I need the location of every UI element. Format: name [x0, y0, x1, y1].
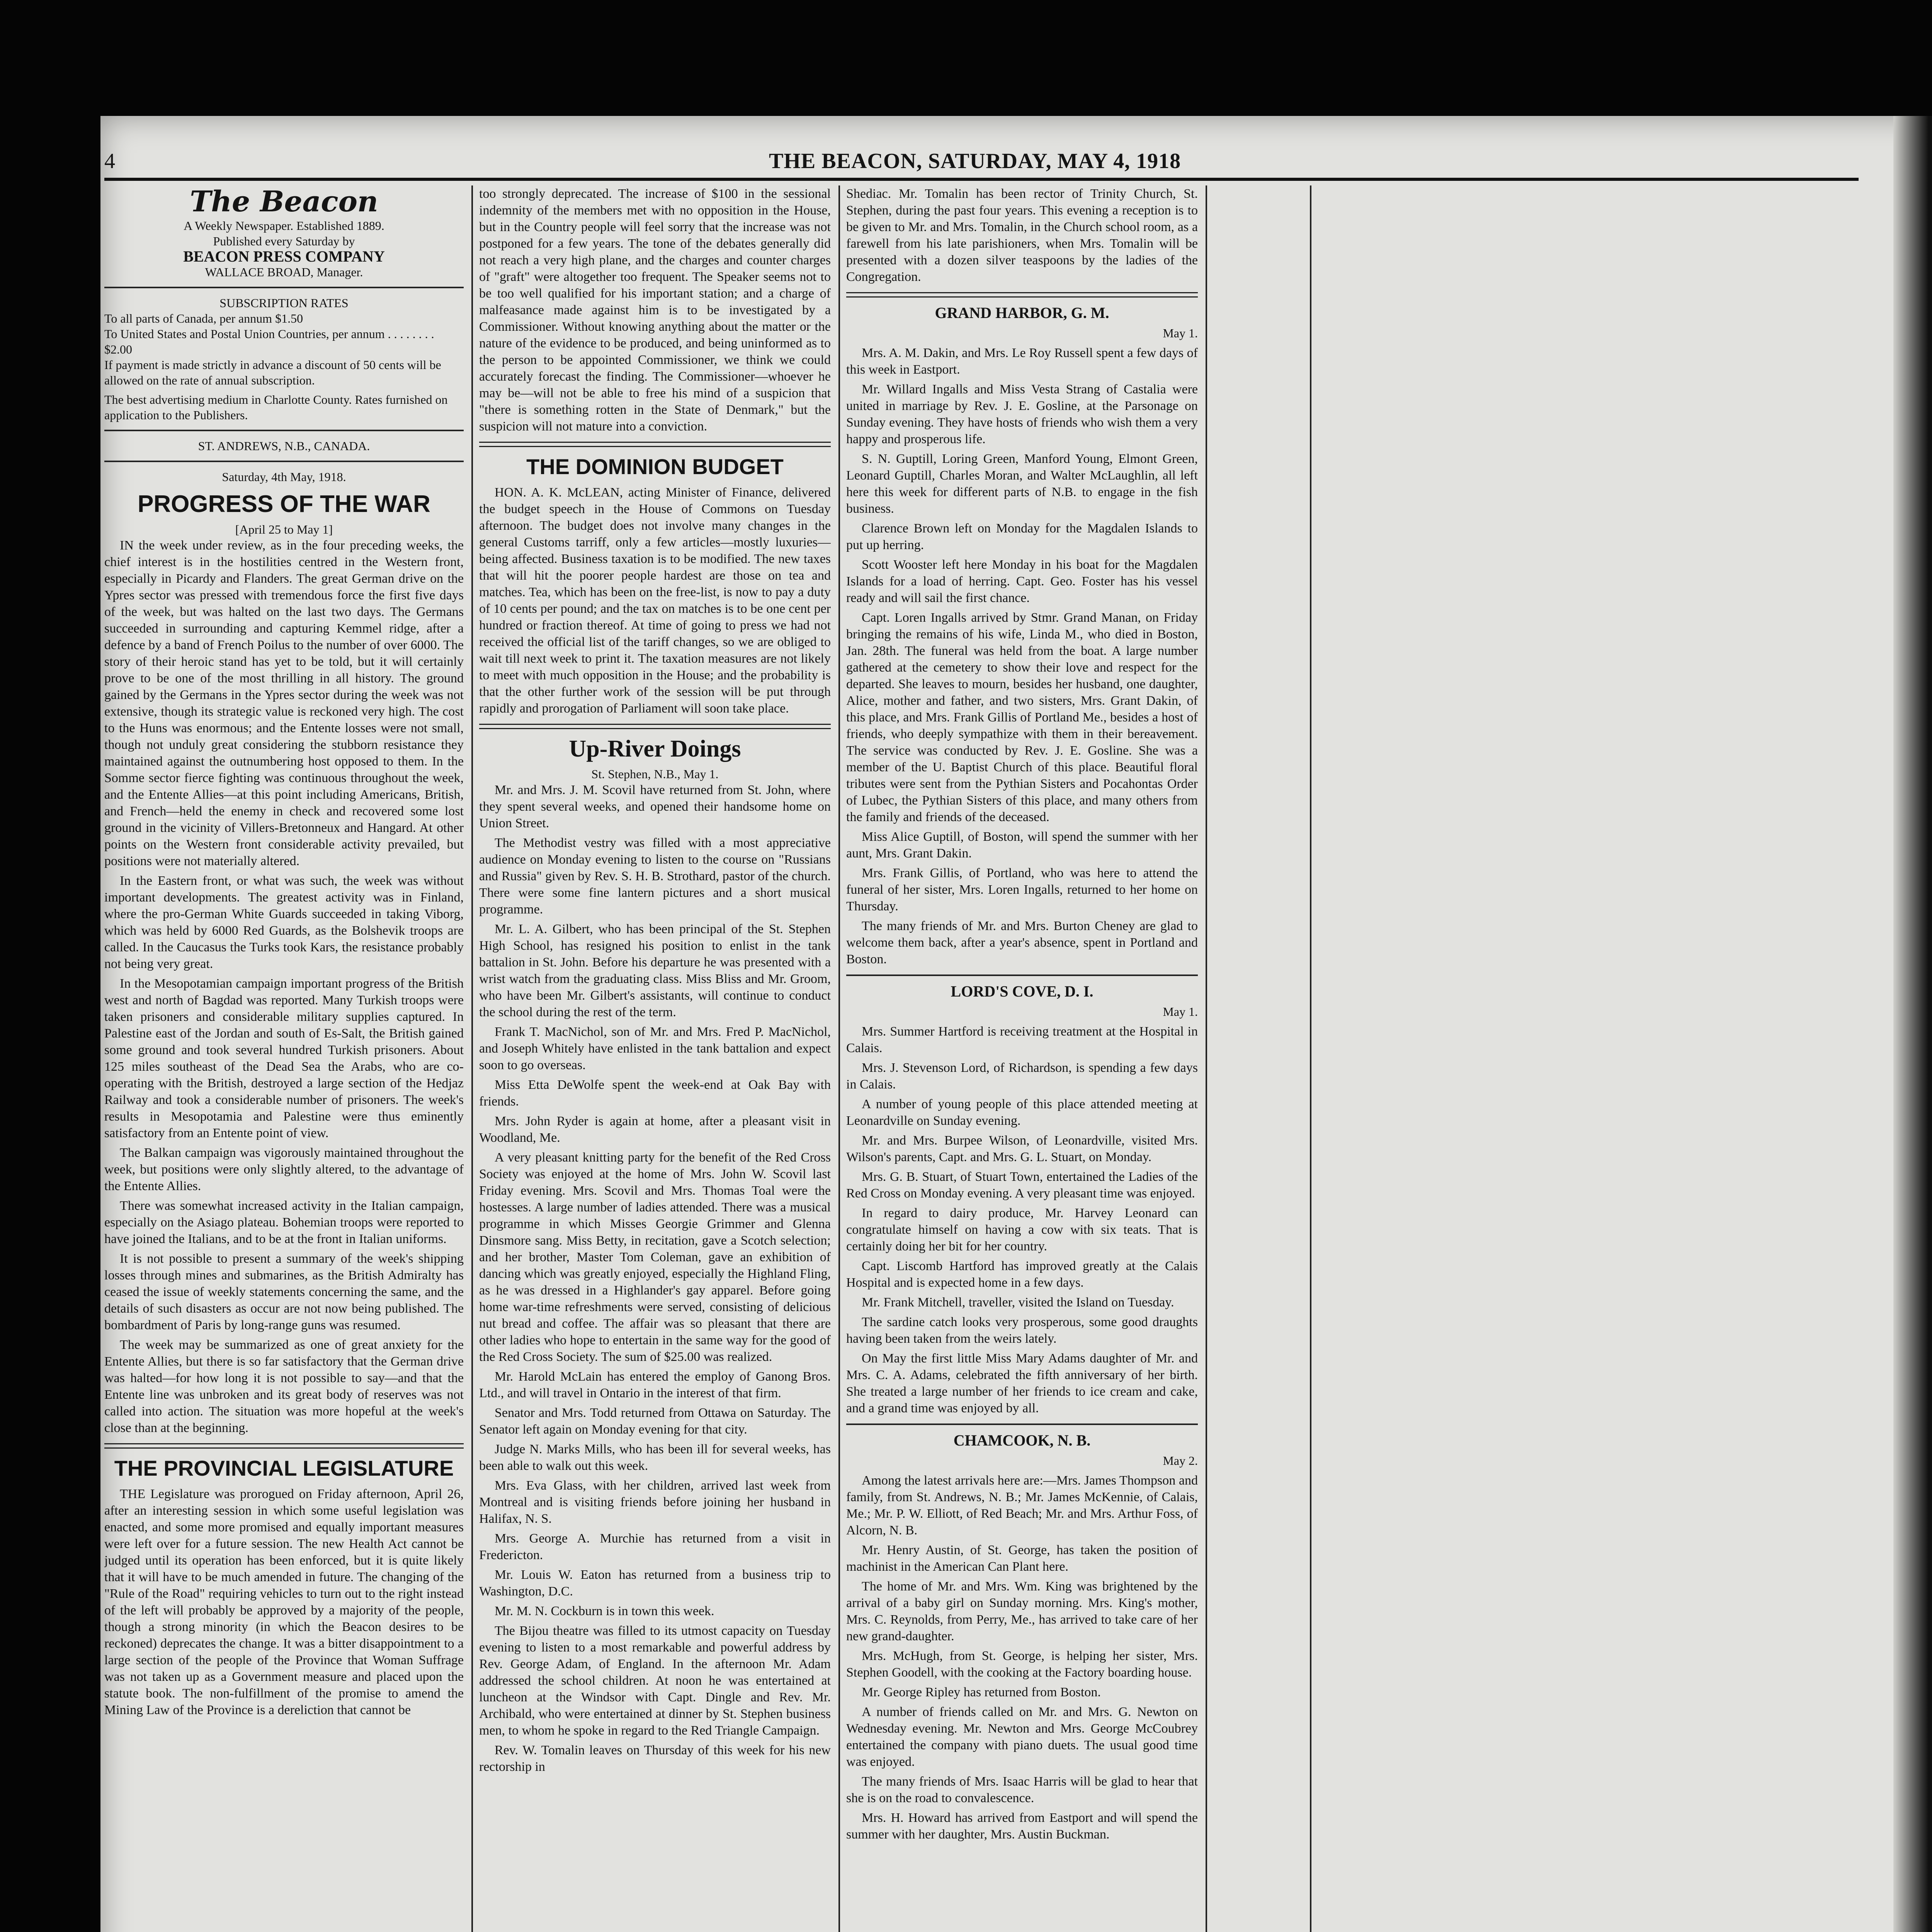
- article-paragraph: Mrs. John Ryder is again at home, after a pleasant visit in Woodland, Me.: [479, 1114, 831, 1145]
- article-paragraph: Mr. and Mrs. Burpee Wilson, of Leonardville, visited Mrs. Wilson's parents, Capt. and Mrs. G. L. Stuart, on Monday.: [846, 1133, 1198, 1164]
- article-paragraph: Capt. Liscomb Hartford has improved greatly at the Calais Hospital and is expected home in a few days.: [846, 1259, 1198, 1290]
- page-gutter-shadow: [1893, 116, 1932, 1932]
- place-line: ST. ANDREWS, N.B., CANADA.: [198, 439, 370, 453]
- article-paragraph: A number of young people of this place attended meeting at Leonardville on Sunday evening.: [846, 1097, 1198, 1128]
- article-paragraph: A number of friends called on Mr. and Mrs. G. Newton on Wednesday evening. Mr. Newton and Mrs. George McCoubrey entertained the company with piano duets. The usual good time was enjoyed.: [846, 1705, 1198, 1769]
- article-paragraph: On May the first little Miss Mary Adams daughter of Mr. and Mrs. C. A. Adams, celebrated the fifth anniversary of her birth. She treated a large number of her friends to ice cream and cake, and a grand time was enjoyed by all.: [846, 1351, 1198, 1415]
- article-dateline: May 2.: [1163, 1454, 1198, 1468]
- divider: [479, 724, 831, 729]
- column-rule: [838, 185, 840, 1932]
- divider: [479, 442, 831, 447]
- article-paragraph: Mrs. A. M. Dakin, and Mrs. Le Roy Russell spent a few days of this week in Eastport.: [846, 346, 1198, 377]
- article-paragraph: Mrs. Eva Glass, with her children, arrived last week from Montreal and is visiting friends before joining her husband in Halifax, N. S.: [479, 1478, 831, 1526]
- article-headline: LORD'S COVE, D. I.: [951, 983, 1094, 1000]
- article-headline: GRAND HARBOR, G. M.: [935, 304, 1109, 321]
- article-paragraph: Mr. Harold McLain has entered the employ of Ganong Bros. Ltd., and will travel in Ontario in the interest of that firm.: [479, 1369, 831, 1400]
- article-paragraph: Frank T. MacNichol, son of Mr. and Mrs. Fred P. MacNichol, and Joseph Whitely have enlisted in the tank battalion and expect soon to go overseas.: [479, 1025, 831, 1072]
- article-paragraph: Rev. W. Tomalin leaves on Thursday of this week for his new rectorship in: [479, 1743, 831, 1774]
- article-paragraph: There was somewhat increased activity in the Italian campaign, especially on the Asiago plateau. Bohemian troops were reported to have joined the Italians, and to be at the front in Italian uniforms.: [104, 1199, 464, 1246]
- article-paragraph: In the Mesopotamian campaign important progress of the British west and north of Bagdad was reported. Many Turkish troops were taken prisoners and considerable military supplies captured. In Palestine east of the Jordan and south of Es-Salt, the British gained some ground and took several hundred Turkish prisoners. About 125 miles southeast of the Dead Sea the Arabs, who are co-operating with the British, destroyed a large section of the Hedjaz Railway and took a considerable number of prisoners. The week's results in Mesopotamia and Palestine were thus eminently satisfactory from an Entente point of view.: [104, 976, 464, 1140]
- article-headline: THE DOMINION BUDGET: [526, 454, 784, 479]
- article-paragraph: Capt. Loren Ingalls arrived by Stmr. Grand Manan, on Friday bringing the remains of his wife, Linda M., who died in Boston, Jan. 28th. The funeral was held from the boat. A large number gathered at the cemetery to show their love and respect for the departed. She leaves to mourn, besides her husband, one daughter, Alice, mother and father, and two sisters, Mrs. Grant Dakin, of this place, and Mrs. Frank Gillis of Portland Me., besides a host of friends, who deeply sympathize with them in their bereavement. The service was conducted by Rev. J. E. Gosline. She was a member of the U. Baptist Church of this place. Beautiful floral tributes were sent from the Pythian Sisters and Pocahontas Order of Lubec, the Pythian Sisters of this place, and many others from the family and friends of the deceased.: [846, 611, 1198, 824]
- article-headline: CHAMCOOK, N. B.: [953, 1432, 1091, 1449]
- article-paragraph: Mr. George Ripley has returned from Boston.: [862, 1685, 1101, 1699]
- article-paragraph: S. N. Guptill, Loring Green, Manford Young, Elmont Green, Leonard Guptill, Charles Moran, and Walter McLaughlin, all left here this week for different parts of N.B. to engage in the fish business.: [846, 452, 1198, 516]
- article-paragraph: Mr. Frank Mitchell, traveller, visited the Island on Tuesday.: [862, 1295, 1174, 1310]
- divider: [104, 430, 464, 431]
- divider: [846, 292, 1198, 298]
- article-paragraph: Miss Etta DeWolfe spent the week-end at Oak Bay with friends.: [479, 1078, 831, 1109]
- page-number: 4: [104, 149, 116, 173]
- column-3: [846, 185, 1198, 1932]
- article-dateline: May 1.: [1163, 1005, 1198, 1019]
- column-1: [104, 185, 464, 1932]
- column-rule: [1206, 185, 1207, 1932]
- article-paragraph: Mrs. G. B. Stuart, of Stuart Town, entertained the Ladies of the Red Cross on Monday evening. A very pleasant time was enjoyed.: [846, 1170, 1198, 1201]
- article-paragraph: Miss Alice Guptill, of Boston, will spend the summer with her aunt, Mrs. Grant Dakin.: [846, 830, 1198, 861]
- article-paragraph: Judge N. Marks Mills, who has been ill for several weeks, has been able to walk out this week.: [479, 1442, 831, 1473]
- subscription-rate: To United States and Postal Union Countries, per annum . . . . . . . . $2.00: [104, 327, 434, 356]
- newspaper-dateline-title: THE BEACON, SATURDAY, MAY 4, 1918: [769, 149, 1181, 173]
- article-paragraph: THE Legislature was prorogued on Friday afternoon, April 26, after an interesting session in which some useful legislation was enacted, and some more promised and equally important measures were left over for a future session. The new Health Act cannot be judged until its operation has been enforced, but it is quite likely that it will have to be much amended in future. The changing of the "Rule of the Road" requiring vehicles to turn out to the right instead of the left will probably be approved by a majority of the people, though a strong minority (in which the Beacon desires to be reckoned) deprecates the change. It was a bitter disappointment to a large section of the people of the Province that Woman Suffrage was not taken up as a Government measure and placed upon the statute book. The non-fulfillment of the promise to amend the Mining Law of the Province is a dereliction that cannot be: [104, 1487, 464, 1717]
- column-rule: [1310, 185, 1311, 1932]
- masthead: The Beacon: [190, 185, 378, 218]
- article-paragraph: The Balkan campaign was vigorously maintained throughout the week, but positions were only slightly altered, to the advantage of the Entente Allies.: [104, 1146, 464, 1193]
- article-paragraph: The Methodist vestry was filled with a most appreciative audience on Monday evening to listen to the course on "Russians and Russia" given by Rev. S. H. B. Strothard, pastor of the church. There were some fine lantern pictures and a short musical programme.: [479, 836, 831, 917]
- masthead-tagline: A Weekly Newspaper. Established 1889.: [184, 219, 384, 233]
- article-paragraph: Mr. and Mrs. J. M. Scovil have returned from St. John, where they spent several weeks, and opened their handsome home on Union Street.: [479, 783, 831, 830]
- divider: [104, 461, 464, 462]
- article-headline: PROGRESS OF THE WAR: [138, 491, 430, 517]
- article-paragraph: Mrs. George A. Murchie has returned from a visit in Fredericton.: [479, 1531, 831, 1562]
- article-paragraph: Scott Wooster left here Monday in his boat for the Magdalen Islands for a load of herring. Capt. Geo. Foster has his vessel ready and will sail the first chance.: [846, 558, 1198, 605]
- article-subheadline: [April 25 to May 1]: [235, 522, 333, 536]
- article-paragraph: In the Eastern front, or what was such, the week was without important developments. The greatest activity was in Finland, where the pro-German White Guards succeeded in taking Viborg, which was held by 6000 Red Guards, as the Bolshevik troops are called. In the Caucasus the Turks took Kars, the resistance probably not being very great.: [104, 874, 464, 971]
- article-headline: Up-River Doings: [569, 736, 741, 762]
- article-paragraph: Mr. Louis W. Eaton has returned from a business trip to Washington, D.C.: [479, 1568, 831, 1599]
- article-paragraph: The home of Mr. and Mrs. Wm. King was brightened by the arrival of a baby girl on Sunday morning. Mrs. King's mother, Mrs. C. Reynolds, from Perry, Me., has arrived to take care of her new grand-daughter.: [846, 1579, 1198, 1643]
- published-by: Published every Saturday by: [213, 234, 355, 248]
- publisher-manager: WALLACE BROAD, Manager.: [205, 265, 363, 279]
- article-headline: THE PROVINCIAL LEGISLATURE: [114, 1456, 454, 1480]
- subscription-heading: SUBSCRIPTION RATES: [219, 296, 349, 310]
- article-paragraph: Mrs. H. Howard has arrived from Eastport and will spend the summer with her daughter, Mrs. Austin Buckman.: [846, 1811, 1198, 1842]
- article-paragraph: too strongly deprecated. The increase of $100 in the sessional indemnity of the members met with no opposition in the House, but in the Country people will feel sorry that the increase was not postponed for a few years. The tone of the debates generally did not reach a very high plane, and the charges and counter charges of "graft" were altogether too frequent. The Speaker seems not to be too well qualified for his important station; and a charge of malfeasance made against him is to be investigated by a Commissioner. Without knowing anything about the matter or the nature of the evidence to be produced, and being uninformed as to the person to be appointed Commissioner, we think we could accurately forecast the finding. The Commissioner—whoever he may be—will not be able to free his mind of a suspicion that "there is something rotten in the State of Denmark," but the suspicion will not mature into a conviction.: [479, 187, 831, 434]
- article-paragraph: Clarence Brown left on Monday for the Magdalen Islands to put up herring.: [846, 521, 1198, 552]
- column-rule: [471, 185, 473, 1932]
- header-rule: [104, 178, 1859, 181]
- article-paragraph: IN the week under review, as in the four preceding weeks, the chief interest is in the hostilities centred in the Western front, especially in Picardy and Flanders. The great German drive on the Ypres sector was pressed with tremendous force the first five days of the week, but was halted on the last two days. The Germans succeeded in surrounding and capturing Kemmel ridge, after a defence by a band of French Poilus to the number of over 6000. The story of their heroic stand has yet to be told, but it will certainly prove to be one of the most thrilling in all history. The ground gained by the Germans in the Ypres sector during the week was not extensive, though its strategic value is reckoned very high. The cost to the Huns was enormous; and the Entente losses were not small, though not unduly great considering the stubborn resistance they maintained against the outnumbering host opposed to them. In the Somme sector fierce fighting was continuous throughout the week, and the Entente Allies—at this point including Americans, British, and French—held the enemy in check and recovered some lost ground in the vicinity of Villers-Bretonneux and Hangard. At other points on the Western front considerable activity prevailed, but positions were not materially altered.: [104, 538, 464, 868]
- article-paragraph: The week may be summarized as one of great anxiety for the Entente Allies, but there is so far satisfactory that the German drive was halted—for how long it is not possible to say—and that the Entente line was unbroken and its great body of reserves was not called into action. The situation was more hopeful at the week's close than at the beginning.: [104, 1338, 464, 1435]
- publisher-company: BEACON PRESS COMPANY: [183, 248, 385, 265]
- divider: [104, 1443, 464, 1449]
- column-2: [479, 185, 831, 1932]
- article-paragraph: Among the latest arrivals here are:—Mrs. James Thompson and family, from St. Andrews, N. B.; Mr. James McKennie, of Calais, Me.; Mr. P. W. Elliott, of Red Beach; Mr. and Mrs. Arthur Foss, of Alcorn, N. B.: [846, 1473, 1198, 1537]
- article-paragraph: The many friends of Mrs. Isaac Harris will be glad to hear that she is on the road to convalescence.: [846, 1774, 1198, 1805]
- article-dateline: May 1.: [1163, 326, 1198, 340]
- article-paragraph: HON. A. K. McLEAN, acting Minister of Finance, delivered the budget speech in the House of Commons on Tuesday afternoon. The budget does not involve many changes in the general Customs tarriff, only a few articles—mostly luxuries—being affected. Business taxation is to be modified. The new taxes that will hit the poorer people hardest are those on tea and matches. Tea, which has been on the free-list, is now to pay a duty of 10 cents per pound; and the tax on matches is to be one cent per hundred or fraction thereof. At time of going to press we had not received the official list of the tariff changes, so we are obliged to wait till next week to print it. The taxation measures are not likely to meet with much opposition in the House; and the probability is that the other further work of the session will be put through rapidly and prorogation of Parliament will soon take place.: [479, 485, 831, 716]
- divider: [104, 287, 464, 288]
- article-dateline: St. Stephen, N.B., May 1.: [591, 767, 719, 781]
- article-paragraph: Mr. Henry Austin, of St. George, has taken the position of machinist in the American Can Plant here.: [846, 1543, 1198, 1574]
- article-paragraph: In regard to dairy produce, Mr. Harvey Leonard can congratulate himself on having a cow with six teats. That is certainly doing her bit for her country.: [846, 1206, 1198, 1253]
- article-paragraph: The Bijou theatre was filled to its utmost capacity on Tuesday evening to listen to a most remarkable and powerful address by Rev. George Adam, of England. In the afternoon Mr. Adam addressed the school children. At noon he was entertained at luncheon at the Windsor with Capt. Dingle and Rev. Mr. Archibald, who were entertained at dinner by St. Stephen business men, to whom he spoke in regard to the Red Triangle Campaign.: [479, 1624, 831, 1738]
- article-paragraph: It is not possible to present a summary of the week's shipping losses through mines and submarines, as the British Admiralty has ceased the issue of weekly statements concerning the same, and the details of such disasters as occur are not now being published. The bombardment of Paris by long-range guns was resumed.: [104, 1252, 464, 1332]
- article-paragraph: Mr. L. A. Gilbert, who has been principal of the St. Stephen High School, has resigned his position to enlist in the tank battalion in St. John. Before his departure he was presented with a wrist watch from the graduating class. Miss Bliss and Mr. Groom, who have been Mr. Gilbert's assistants, will continue to conduct the school during the rest of the term.: [479, 922, 831, 1019]
- article-paragraph: Mr. M. N. Cockburn is in town this week.: [495, 1604, 714, 1618]
- subscription-rate: To all parts of Canada, per annum $1.50: [104, 311, 303, 325]
- advertising-note: The best advertising medium in Charlotte County. Rates furnished on application to the Publishers.: [104, 393, 448, 422]
- subscription-note: If payment is made strictly in advance a discount of 50 cents will be allowed on the rate of annual subscription.: [104, 358, 441, 387]
- article-paragraph: A very pleasant knitting party for the benefit of the Red Cross Society was enjoyed at the home of Mrs. John W. Scovil last Friday evening. Mrs. Scovil and Mrs. Thomas Toal were the hostesses. A large number of ladies attended. There was a musical programme in which Misses Georgie Grimmer and Glenna Dinsmore sang. Miss Betty, in recitation, gave a Scotch selection; and her brother, Master Tom Coleman, gave an exhibition of dancing which was greatly enjoyed, especially the Highland Fling, as he was dressed in a Highlander's gay apparel. Before going home war-time refreshments were served, consisting of delicious nut bread and coffee. The affair was so pleasant that there are other ladies who hope to entertain in the same way for the good of the Red Cross Society. The sum of $25.00 was realized.: [479, 1150, 831, 1364]
- article-paragraph: Mrs. Summer Hartford is receiving treatment at the Hospital in Calais.: [846, 1024, 1198, 1055]
- article-paragraph: Senator and Mrs. Todd returned from Ottawa on Saturday. The Senator left again on Monday evening for that city.: [479, 1406, 831, 1437]
- article-paragraph: The sardine catch looks very prosperous, some good draughts having been taken from the weirs lately.: [846, 1315, 1198, 1346]
- article-paragraph: Mrs. J. Stevenson Lord, of Richardson, is spending a few days in Calais.: [846, 1061, 1198, 1092]
- article-paragraph: Mrs. McHugh, from St. George, is helping her sister, Mrs. Stephen Goodell, with the cooking at the Factory boarding house.: [846, 1649, 1198, 1680]
- article-paragraph: Shediac. Mr. Tomalin has been rector of Trinity Church, St. Stephen, during the past four years. This evening a reception is to be given to Mr. and Mrs. Tomalin, in the Church school room, as a farewell from his late parishioners, when Mrs. Tomalin will be presented with a dozen silver teaspoons by the ladies of the Congregation.: [846, 187, 1198, 284]
- article-paragraph: Mrs. Frank Gillis, of Portland, who was here to attend the funeral of her sister, Mrs. Loren Ingalls, returned to her home on Thursday.: [846, 866, 1198, 913]
- divider: [846, 975, 1198, 976]
- issue-date: Saturday, 4th May, 1918.: [222, 470, 346, 484]
- article-paragraph: Mr. Willard Ingalls and Miss Vesta Strang of Castalia were united in marriage by Rev. J. E. Gosline, at the Parsonage on Sunday evening. They have hosts of friends who wish them a very happy and prosperous life.: [846, 382, 1198, 446]
- article-paragraph: The many friends of Mr. and Mrs. Burton Cheney are glad to welcome them back, after a year's absence, spent in Portland and Boston.: [846, 919, 1198, 966]
- page-header: [104, 149, 1859, 173]
- divider: [846, 1423, 1198, 1425]
